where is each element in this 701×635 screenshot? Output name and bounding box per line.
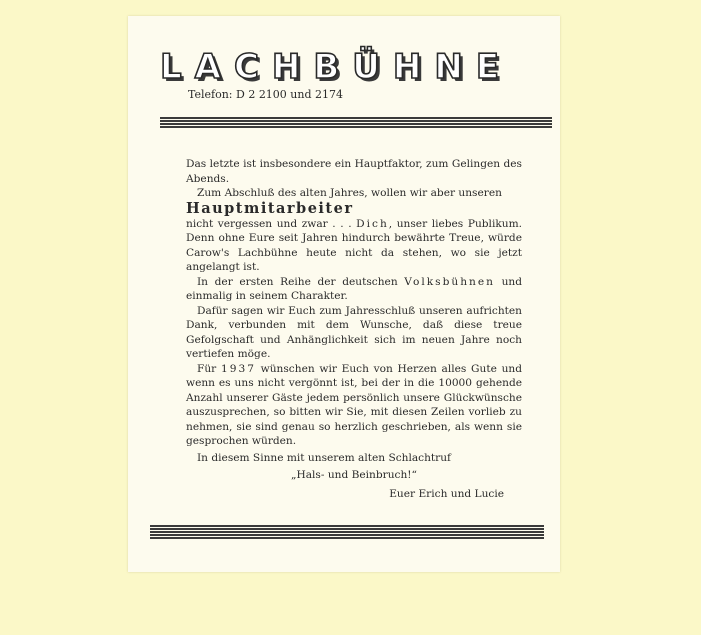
letter-body (186, 157, 522, 501)
paragraph-6 (186, 362, 522, 449)
emphasis-dich: Dich (356, 217, 389, 230)
paragraph-4-start: In der ersten Reihe der deutschen (197, 275, 405, 288)
paragraph-3 (186, 217, 522, 275)
paragraph-5: Dafür sagen wir Euch zum Jahresschluß unseren aufrichten Dank, verbunden mit dem Wunsche, daß diese treue Gefolgschaft und Anhänglichkeit sich im neuen Jahre noch vertiefen möge. (186, 304, 522, 360)
paragraph-4 (186, 275, 522, 304)
paragraph-2: Zum Abschluß des alten Jahres, wollen wir aber unseren (197, 187, 502, 199)
paragraph-4-end: und einmalig in seinem Charakter. (186, 275, 523, 302)
top-divider (160, 117, 552, 129)
paragraph-1: Das letzte ist insbesondere ein Hauptfaktor, zum Gelingen des Abends. (186, 158, 522, 185)
paragraph-7: In diesem Sinne mit unserem alten Schlachtruf (197, 451, 451, 464)
slogan: „Hals- und Beinbruch!“ (291, 469, 417, 481)
heading-hauptmitarbeiter: Hauptmitarbeiter (186, 199, 354, 217)
emphasis-volksbuehnen: Volksbühnen (404, 275, 495, 288)
document-title: LACHBÜHNE (160, 47, 513, 87)
paragraph-3-start: nicht vergessen und zwar . . . (186, 217, 357, 230)
signature: Euer Erich und Lucie (389, 487, 504, 500)
paragraph-6-start: Für (197, 362, 221, 375)
paragraph-3-end: , unser liebes Publikum. Denn ohne Eure seit Jahren hindurch bewährte Treue, würde Carow's Lachbühne heute nicht da stehen, wo sie jetzt angelangt ist. (186, 217, 522, 273)
paragraph-6-end: wünschen wir Euch von Herzen alles Gute und wenn es uns nicht vergönnt ist, bei der in die 10000 gehende Anzahl unserer Gäste jedem persönlich unsere Glückwünsche auszusprechen, so bitten wir Sie, mit diesen Zeilen vorlieb zu nehmen, sie sind genau so herzlich geschrieben, als wenn sie gesprochen würden. (186, 362, 522, 447)
bottom-divider (150, 525, 544, 539)
emphasis-year: 1937 (220, 362, 256, 375)
phone-line: Telefon: D 2 2100 und 2174 (188, 88, 344, 101)
